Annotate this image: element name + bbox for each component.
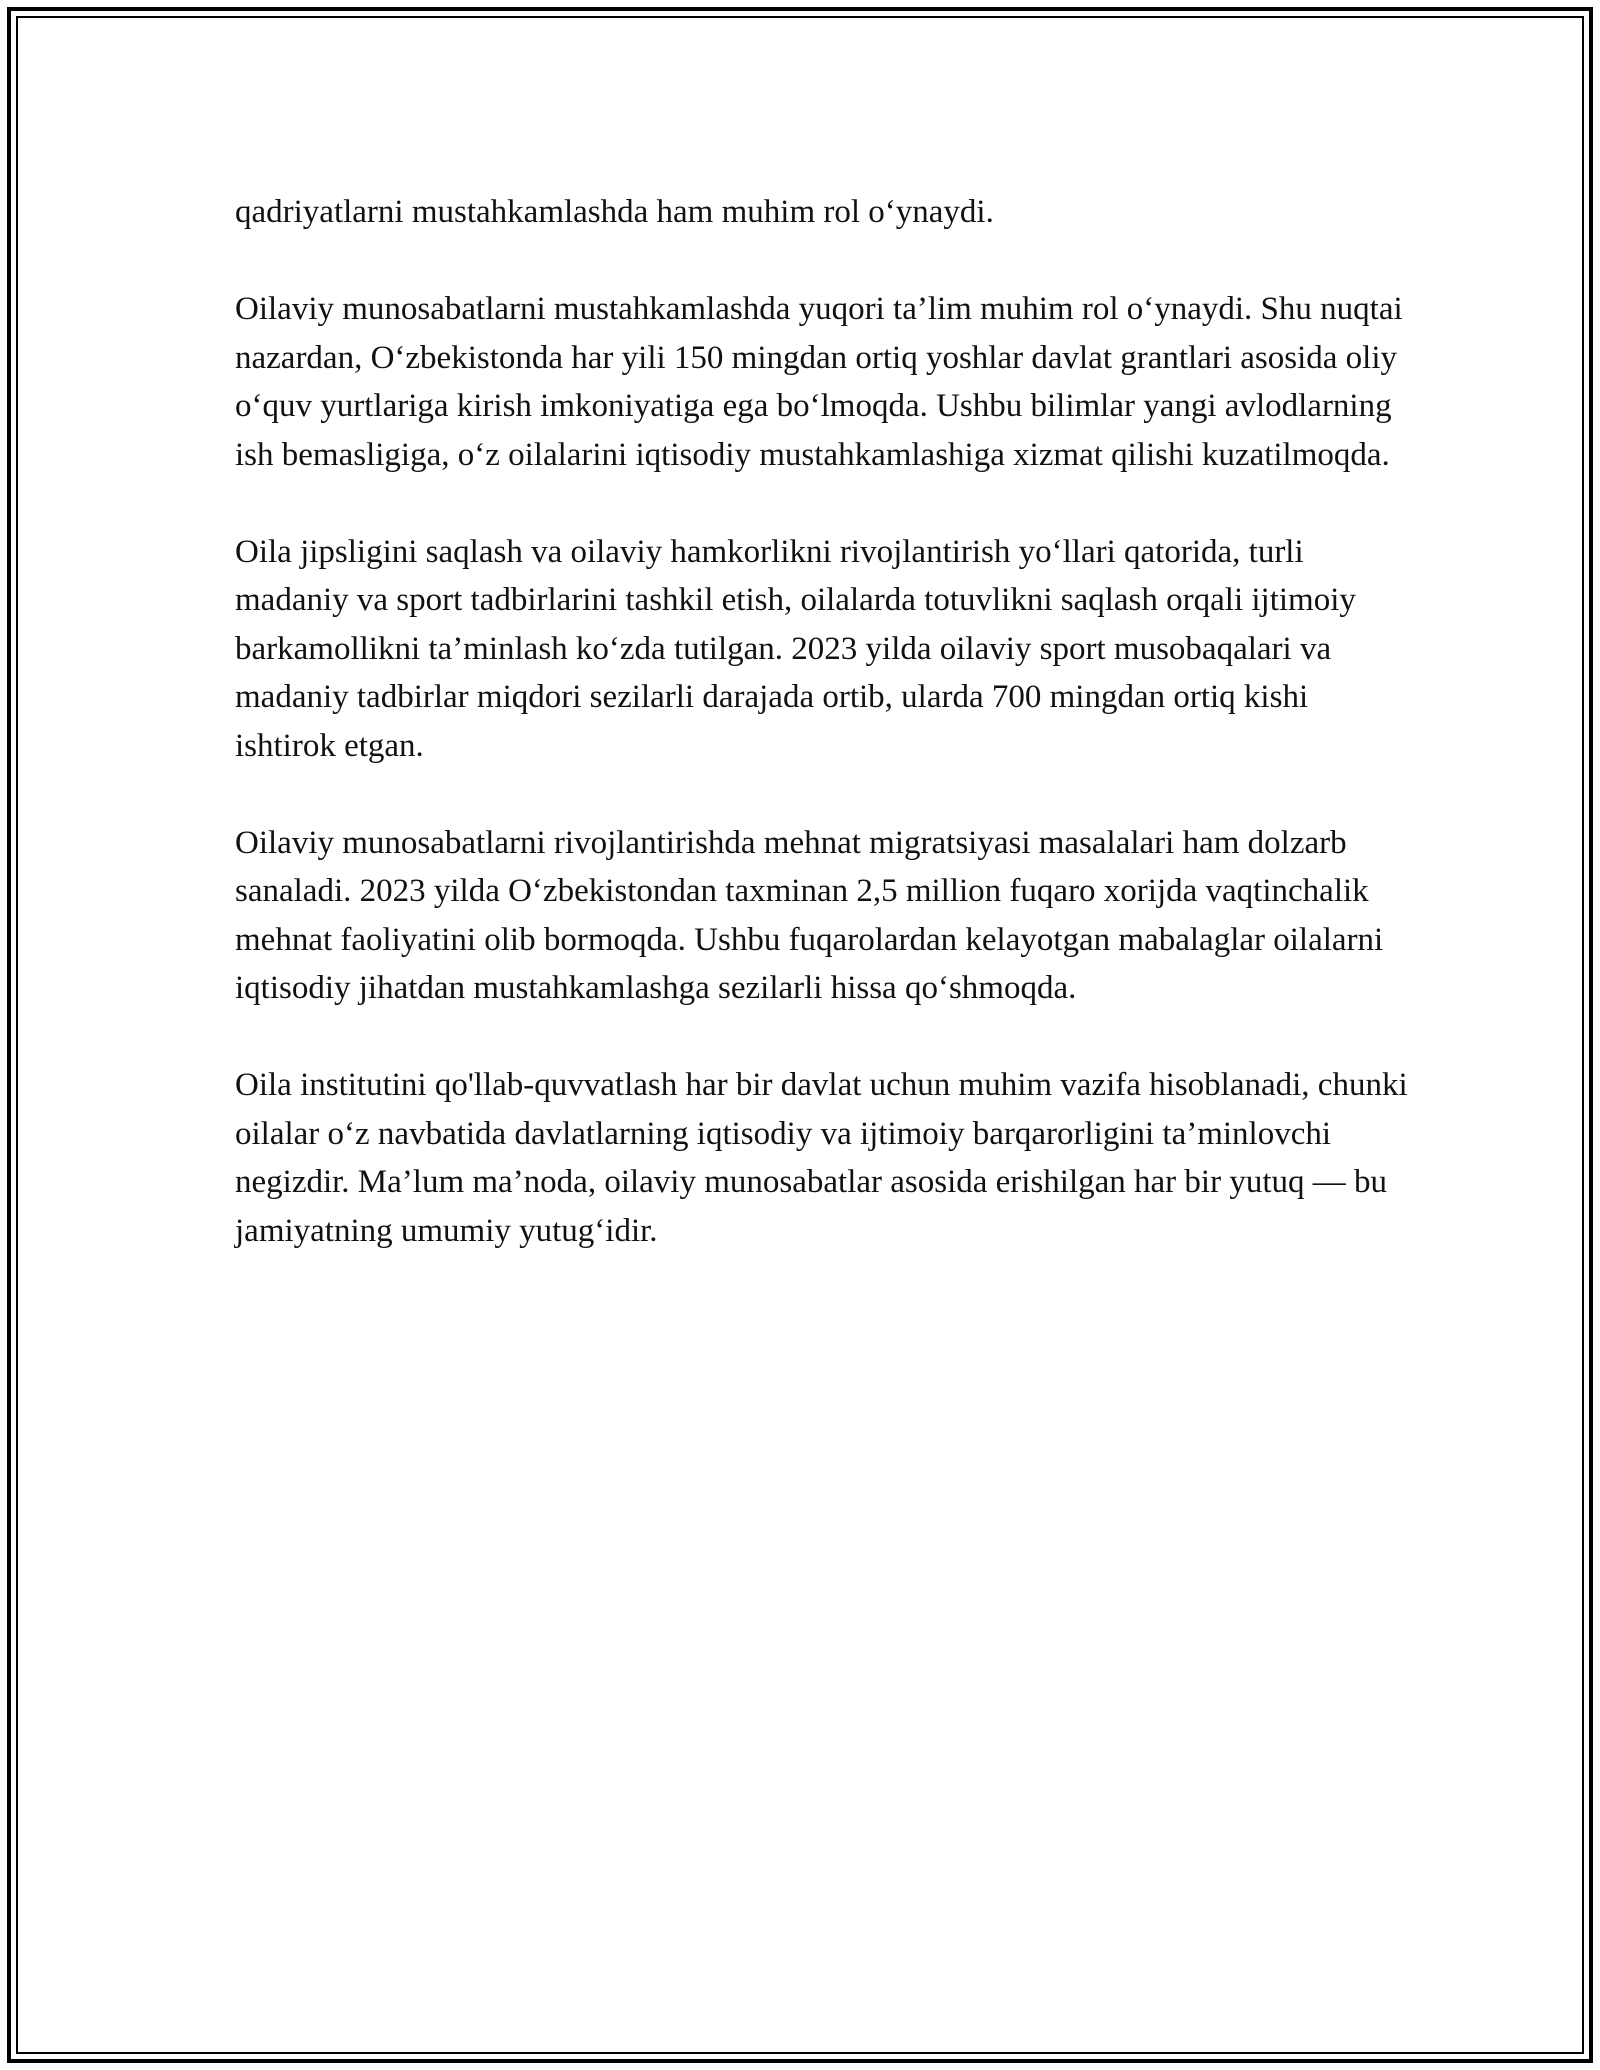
- paragraph-higher-education: Oilaviy munosabatlarni mustahkamlashda yuqori ta’lim muhim rol o‘ynaydi. Shu nuqtai nazardan, O‘zbekistonda har yili 150 mingdan ortiq yoshlar davlat grantlari asosida oliy o‘quv yurtlariga kirish imkoniyatiga ega bo‘lmoqda. Ushbu bilimlar yangi avlodlarning ish bemasligiga, o‘z oilalarini iqtisodiy mustahkamlashiga xizmat qilishi kuzatilmoqda.: [235, 291, 1403, 473]
- document-body: [235, 188, 1415, 1255]
- paragraph-family-cohesion: Oila jipsligini saqlash va oilaviy hamkorlikni rivojlantirish yo‘llari qatorida, turli madaniy va sport tadbirlarini tashkil etish, oilalarda totuvlikni saqlash orqali ijtimoiy barkamollikni ta’minlash ko‘zda tutilgan. 2023 yilda oilaviy sport musobaqalari va madaniy tadbirlar miqdori sezilarli darajada ortib, ularda 700 mingdan ortiq kishi ishtirok etgan.: [235, 533, 1356, 764]
- paragraph-family-institution: Oila institutini qo'llab-quvvatlash har bir davlat uchun muhim vazifa hisoblanadi, chunki oilalar o‘z navbatida davlatlarning iqtisodiy va ijtimoiy barqarorligini ta’minlovchi negizdir. Ma’lum ma’noda, oilaviy munosabatlar asosida erishilgan har bir yutuq — bu jamiyatning umumiy yutug‘idir.: [235, 1067, 1408, 1249]
- paragraph-labor-migration: Oilaviy munosabatlarni rivojlantirishda mehnat migratsiyasi masalalari ham dolzarb sanaladi. 2023 yilda O‘zbekistondan taxminan 2,5 million fuqaro xorijda vaqtinchalik mehnat faoliyatini olib bormoqda. Ushbu fuqarolardan kelayotgan mabalaglar oilalarni iqtisodiy jihatdan mustahkamlashga sezilarli hissa qo‘shmoqda.: [235, 824, 1384, 1006]
- paragraph-continuation: qadriyatlarni mustahkamlashda ham muhim rol o‘ynaydi.: [235, 194, 994, 230]
